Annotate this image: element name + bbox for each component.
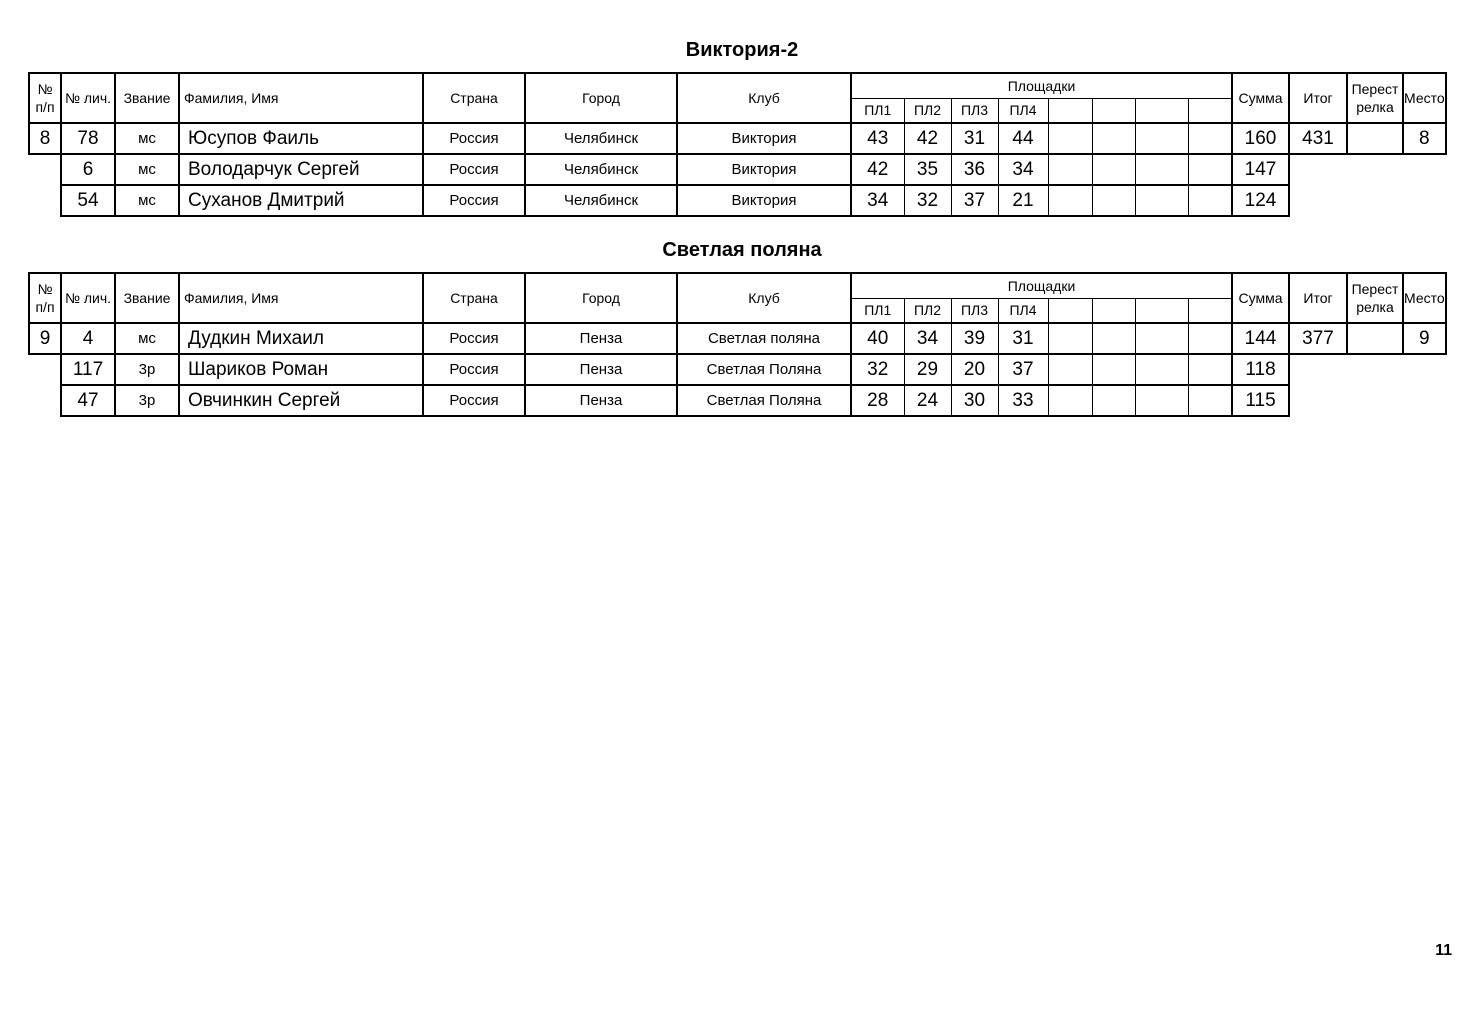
cell-rank: 3р [115, 385, 179, 416]
cell-area-empty [1135, 354, 1188, 385]
header-name: Фамилия, Имя [179, 73, 423, 123]
cell-area-empty [1188, 154, 1232, 185]
header-areas: Площадки [851, 273, 1232, 298]
cell-pl4: 33 [998, 385, 1048, 416]
header-city: Город [525, 273, 677, 323]
cell-pl2: 32 [904, 185, 951, 216]
cell-blank [1347, 385, 1403, 416]
cell-sum: 160 [1232, 123, 1289, 154]
cell-license: 4 [61, 323, 115, 354]
cell-blank [1403, 354, 1446, 385]
cell-pl3: 30 [951, 385, 998, 416]
cell-blank [1403, 385, 1446, 416]
cell-name: Суханов Дмитрий [179, 185, 423, 216]
header-pl2: ПЛ2 [904, 98, 951, 123]
cell-sum: 124 [1232, 185, 1289, 216]
cell-country: Россия [423, 385, 525, 416]
cell-pl3: 31 [951, 123, 998, 154]
header-area-empty [1135, 98, 1188, 123]
cell-rank: мс [115, 123, 179, 154]
cell-blank [1403, 185, 1446, 216]
cell-area-empty [1048, 385, 1092, 416]
cell-pl1: 42 [851, 154, 904, 185]
cell-area-empty [1092, 123, 1135, 154]
cell-pl2: 34 [904, 323, 951, 354]
header-city: Город [525, 73, 677, 123]
cell-area-empty [1048, 185, 1092, 216]
cell-blank [1347, 354, 1403, 385]
cell-license: 117 [61, 354, 115, 385]
header-pl1: ПЛ1 [851, 98, 904, 123]
cell-city: Челябинск [525, 123, 677, 154]
header-country: Страна [423, 73, 525, 123]
cell-pl3: 39 [951, 323, 998, 354]
cell-sum: 115 [1232, 385, 1289, 416]
team-title: Виктория-2 [685, 39, 799, 61]
cell-name: Юсупов Фаиль [179, 123, 423, 154]
cell-country: Россия [423, 154, 525, 185]
cell-area-empty [1188, 123, 1232, 154]
table-row [29, 354, 1446, 385]
header-place: Место [1403, 273, 1446, 323]
page-number: 11 [1435, 942, 1452, 959]
cell-blank [1289, 185, 1347, 216]
cell-area-empty [1188, 323, 1232, 354]
cell-blank [1289, 385, 1347, 416]
cell-np-empty [29, 385, 61, 416]
header-area-empty [1135, 298, 1188, 323]
header-rank: Звание [115, 273, 179, 323]
cell-np: 9 [29, 323, 61, 354]
header-license: № лич. [61, 273, 115, 323]
header-rank: Звание [115, 73, 179, 123]
cell-name: Дудкин Михаил [179, 323, 423, 354]
header-area-empty [1188, 298, 1232, 323]
cell-area-empty [1092, 154, 1135, 185]
header-area-empty [1048, 98, 1092, 123]
cell-pl1: 34 [851, 185, 904, 216]
cell-np: 8 [29, 123, 61, 154]
team-title: Светлая поляна [662, 239, 822, 261]
cell-area-empty [1188, 385, 1232, 416]
cell-area-empty [1092, 185, 1135, 216]
cell-license: 54 [61, 185, 115, 216]
cell-blank [1289, 154, 1347, 185]
header-license: № лич. [61, 73, 115, 123]
cell-pl4: 31 [998, 323, 1048, 354]
cell-pl1: 32 [851, 354, 904, 385]
cell-pl2: 42 [904, 123, 951, 154]
cell-rank: 3р [115, 354, 179, 385]
cell-area-empty [1135, 185, 1188, 216]
cell-license: 47 [61, 385, 115, 416]
cell-area-empty [1048, 123, 1092, 154]
cell-area-empty [1048, 154, 1092, 185]
cell-name: Шариков Роман [179, 354, 423, 385]
header-pl2: ПЛ2 [904, 298, 951, 323]
header-pl1: ПЛ1 [851, 298, 904, 323]
cell-area-empty [1092, 323, 1135, 354]
cell-club: Виктория [677, 154, 851, 185]
cell-pl2: 29 [904, 354, 951, 385]
cell-pl3: 20 [951, 354, 998, 385]
cell-pl3: 37 [951, 185, 998, 216]
cell-name: Володарчук Сергей [179, 154, 423, 185]
cell-country: Россия [423, 123, 525, 154]
header-pl4: ПЛ4 [998, 298, 1048, 323]
cell-area-empty [1135, 154, 1188, 185]
header-sum: Сумма [1232, 273, 1289, 323]
cell-club: Виктория [677, 185, 851, 216]
cell-total: 431 [1289, 123, 1347, 154]
header-area-empty [1188, 98, 1232, 123]
header-total: Итог [1289, 273, 1347, 323]
cell-club: Виктория [677, 123, 851, 154]
cell-sum: 118 [1232, 354, 1289, 385]
cell-city: Пенза [525, 385, 677, 416]
cell-blank [1403, 154, 1446, 185]
cell-area-empty [1188, 354, 1232, 385]
cell-name: Овчинкин Сергей [179, 385, 423, 416]
table-row [29, 123, 1446, 154]
table-row [29, 385, 1446, 416]
header-club: Клуб [677, 73, 851, 123]
cell-reweigh [1347, 123, 1403, 154]
cell-blank [1347, 154, 1403, 185]
cell-city: Пенза [525, 354, 677, 385]
cell-area-empty [1048, 354, 1092, 385]
cell-area-empty [1135, 385, 1188, 416]
table-row [29, 185, 1446, 216]
cell-total: 377 [1289, 323, 1347, 354]
cell-rank: мс [115, 154, 179, 185]
cell-club: Светлая Поляна [677, 354, 851, 385]
cell-np-empty [29, 185, 61, 216]
cell-city: Пенза [525, 323, 677, 354]
cell-np-empty [29, 154, 61, 185]
cell-area-empty [1092, 385, 1135, 416]
cell-rank: мс [115, 323, 179, 354]
cell-pl4: 21 [998, 185, 1048, 216]
cell-place: 9 [1403, 323, 1446, 354]
cell-reweigh [1347, 323, 1403, 354]
cell-area-empty [1135, 323, 1188, 354]
header-place: Место [1403, 73, 1446, 123]
cell-pl4: 44 [998, 123, 1048, 154]
cell-area-empty [1048, 323, 1092, 354]
cell-pl3: 36 [951, 154, 998, 185]
table-row [29, 154, 1446, 185]
header-areas: Площадки [851, 73, 1232, 98]
cell-area-empty [1092, 354, 1135, 385]
header-np: № п/п [29, 273, 61, 323]
cell-country: Россия [423, 354, 525, 385]
header-pl3: ПЛ3 [951, 98, 998, 123]
cell-country: Россия [423, 185, 525, 216]
header-club: Клуб [677, 273, 851, 323]
cell-pl2: 35 [904, 154, 951, 185]
cell-club: Светлая Поляна [677, 385, 851, 416]
header-reweigh: Перест релка [1347, 273, 1403, 323]
cell-sum: 144 [1232, 323, 1289, 354]
header-country: Страна [423, 273, 525, 323]
cell-pl1: 40 [851, 323, 904, 354]
cell-blank [1347, 185, 1403, 216]
cell-club: Светлая поляна [677, 323, 851, 354]
results-table [28, 72, 1447, 217]
table-row [29, 323, 1446, 354]
header-total: Итог [1289, 73, 1347, 123]
results-table [28, 272, 1447, 417]
cell-sum: 147 [1232, 154, 1289, 185]
header-reweigh: Перест релка [1347, 73, 1403, 123]
cell-np-empty [29, 354, 61, 385]
header-sum: Сумма [1232, 73, 1289, 123]
cell-rank: мс [115, 185, 179, 216]
cell-pl1: 43 [851, 123, 904, 154]
header-area-empty [1048, 298, 1092, 323]
cell-city: Челябинск [525, 154, 677, 185]
header-pl4: ПЛ4 [998, 98, 1048, 123]
cell-area-empty [1135, 123, 1188, 154]
cell-pl4: 37 [998, 354, 1048, 385]
cell-license: 6 [61, 154, 115, 185]
cell-license: 78 [61, 123, 115, 154]
cell-pl1: 28 [851, 385, 904, 416]
cell-city: Челябинск [525, 185, 677, 216]
header-pl3: ПЛ3 [951, 298, 998, 323]
header-name: Фамилия, Имя [179, 273, 423, 323]
header-area-empty [1092, 298, 1135, 323]
cell-area-empty [1188, 185, 1232, 216]
cell-pl2: 24 [904, 385, 951, 416]
cell-blank [1289, 354, 1347, 385]
cell-country: Россия [423, 323, 525, 354]
header-area-empty [1092, 98, 1135, 123]
header-np: № п/п [29, 73, 61, 123]
cell-place: 8 [1403, 123, 1446, 154]
cell-pl4: 34 [998, 154, 1048, 185]
